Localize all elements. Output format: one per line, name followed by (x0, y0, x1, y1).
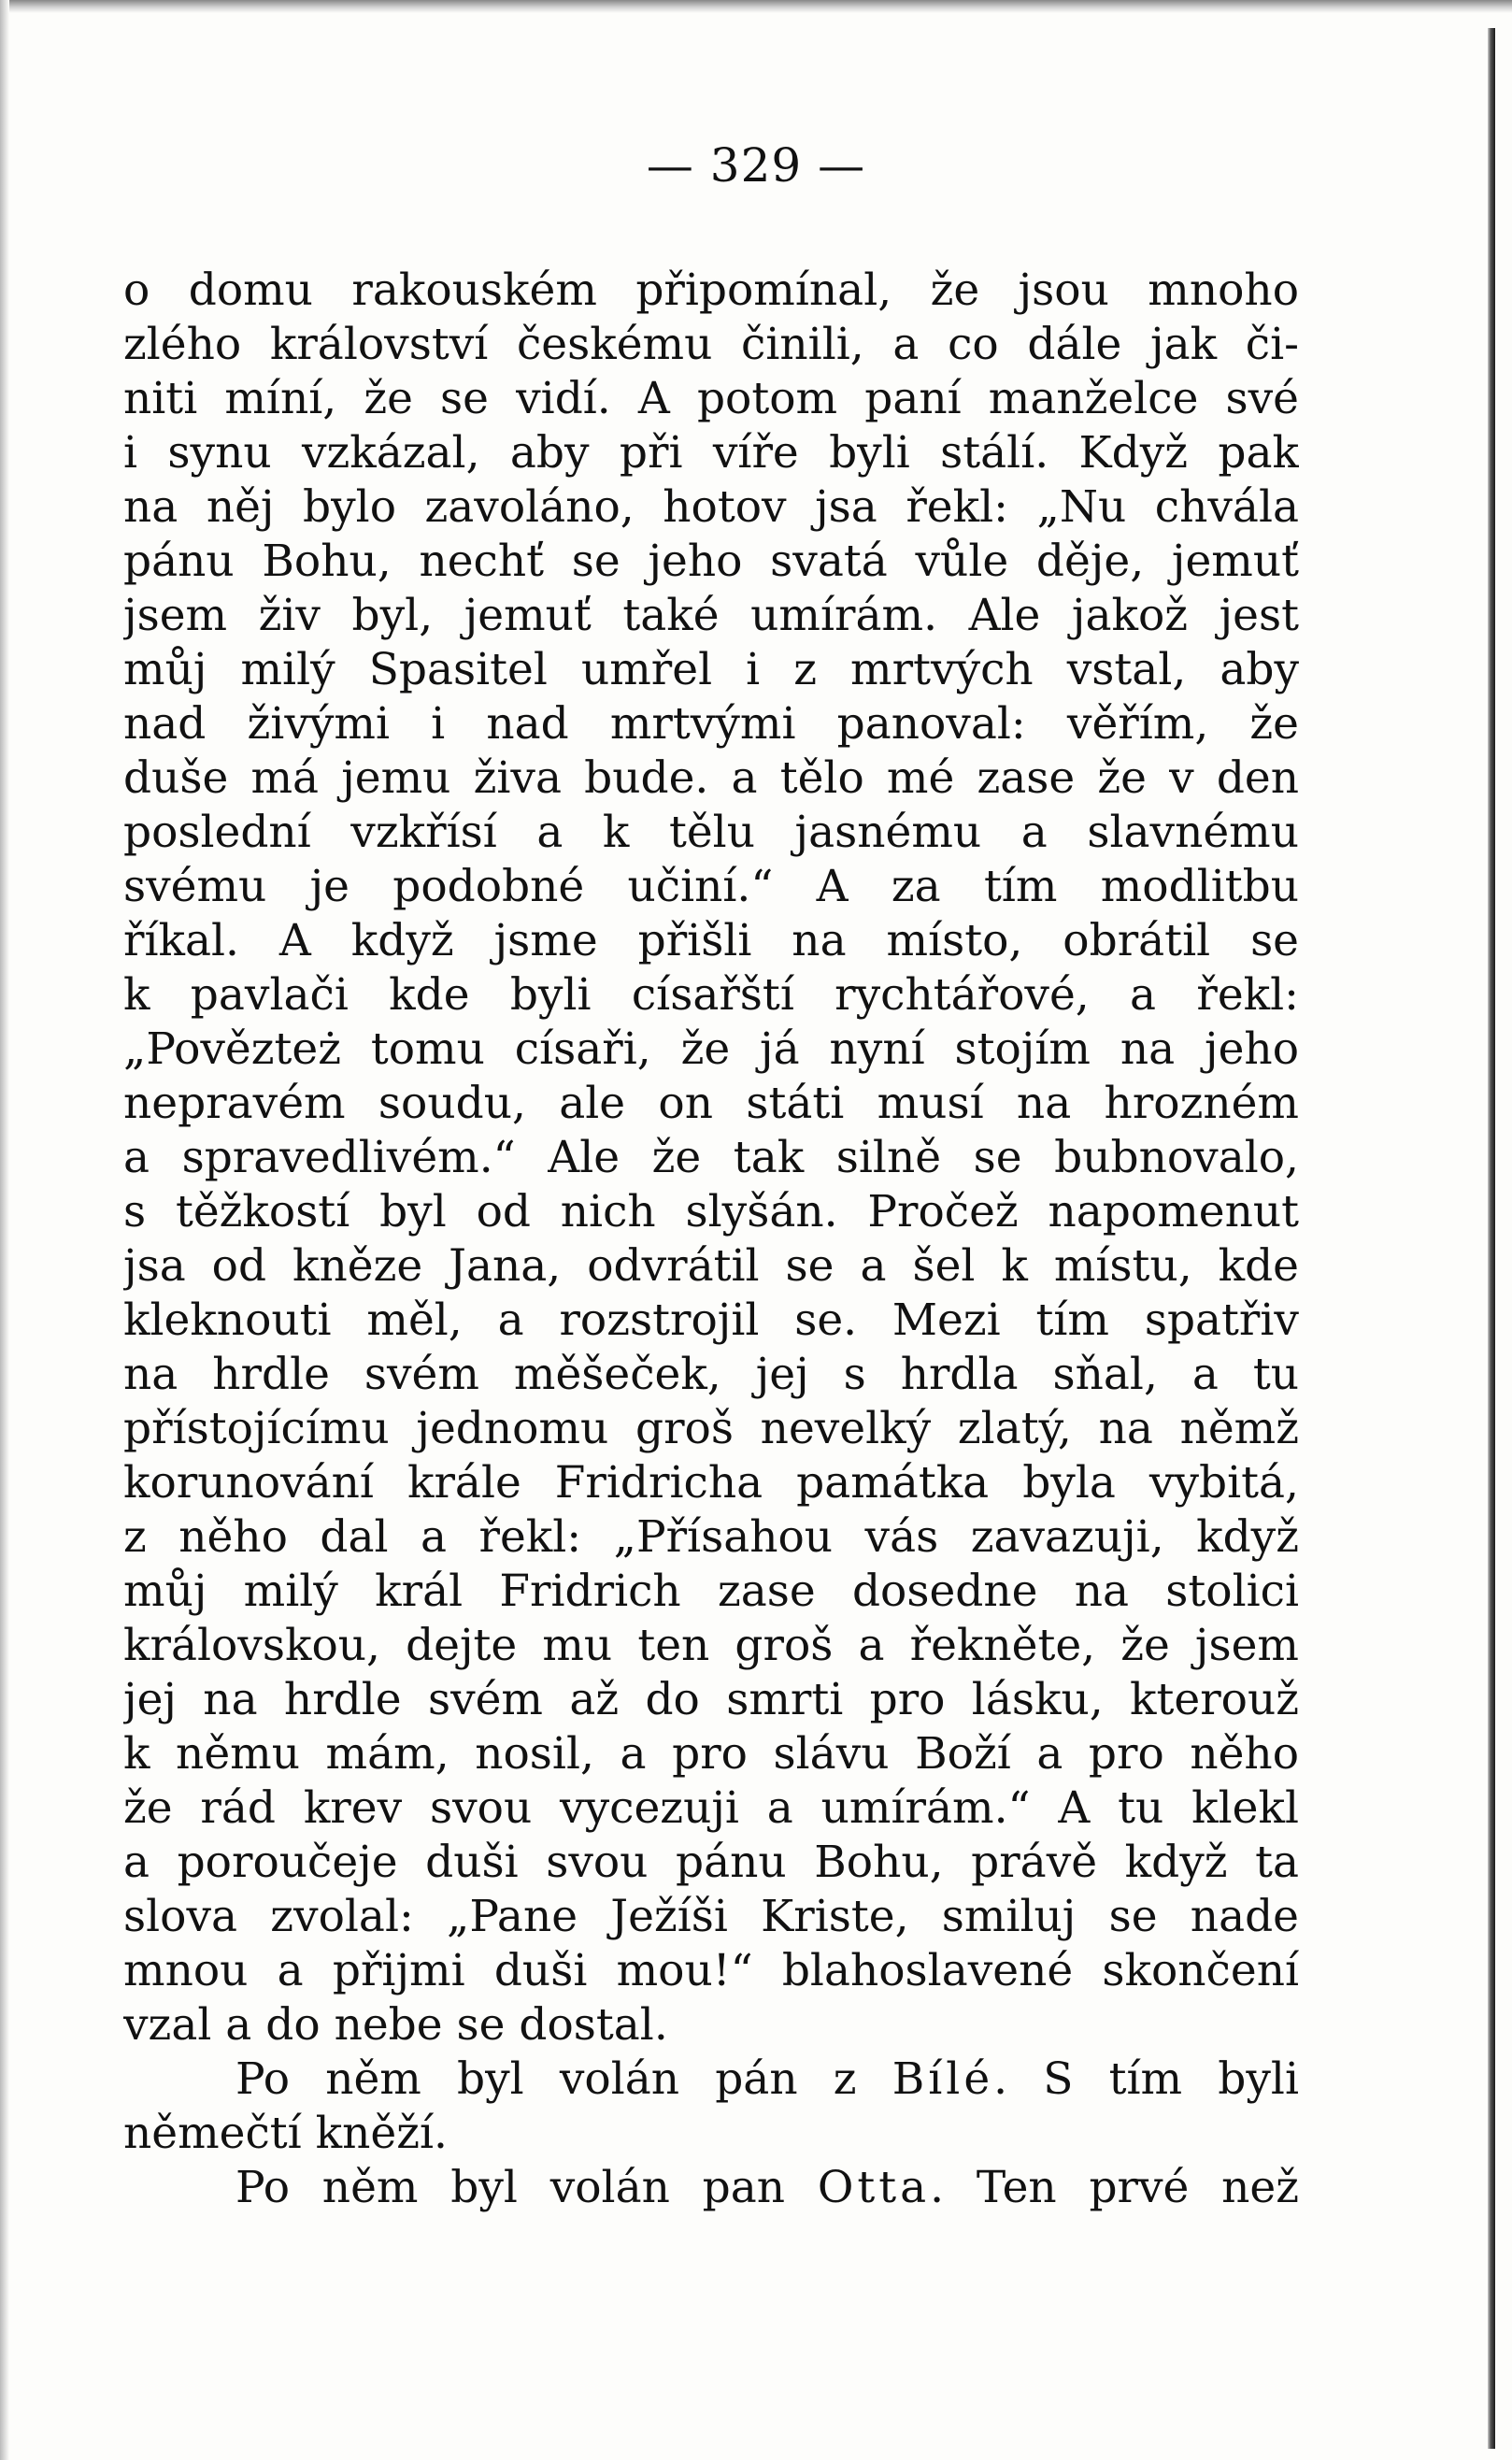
text-line: říkal. A když jsme přišli na místo, obrátil se (123, 915, 1299, 966)
text-fragment: . S tím byli (993, 2053, 1299, 2105)
text-line: že rád krev svou vycezuji a umírám.“ A tu klekl (123, 1782, 1299, 1834)
text-line: poslední vzkřísí a k tělu jasnému a slavnému (123, 807, 1299, 858)
page-number: — 329 — (646, 138, 866, 193)
text-line: a spravedlivém.“ Ale že tak silně se bubnovalo, (123, 1132, 1299, 1183)
text-line: přístojícímu jednomu groš nevelký zlatý, na němž (123, 1403, 1299, 1454)
text-line: vzal a do nebe se dostal. (123, 1999, 668, 2051)
text-line: o domu rakouském připomínal, že jsou mnoho (123, 265, 1299, 316)
text-line: královskou, dejte mu ten groš a řekněte, že jsem (123, 1620, 1299, 1671)
page-left-edge (0, 0, 9, 2460)
paragraph-otta-line-1 (123, 2161, 1299, 2215)
body-text (123, 264, 1299, 2215)
text-line: k němu mám, nosil, a pro slávu Boží a pro něho (123, 1728, 1299, 1780)
page-right-edge (1488, 28, 1495, 2449)
text-line: k pavlači kde byli císařští rychtářové, a řekl: (123, 969, 1299, 1021)
spaced-name: Otta (817, 2162, 931, 2213)
text-line: z něho dal a řekl: „Přísahou vás zavazuji, když (123, 1511, 1299, 1563)
text-line: jsa od kněze Jana, odvrátil se a šel k místu, kde (123, 1240, 1299, 1292)
text-line: nepravém soudu, ale on státi musí na hrozném (123, 1078, 1299, 1129)
text-line: jsem živ byl, jemuť také umírám. Ale jakož jest (123, 590, 1299, 641)
text-line: korunování krále Fridricha památka byla vybitá, (123, 1457, 1299, 1509)
text-line: kleknouti měl, a rozstrojil se. Mezi tím spatřiv (123, 1294, 1299, 1346)
text-fragment: Po něm byl volán pan (235, 2162, 818, 2213)
text-line: „Povězteż tomu císaři, že já nyní stojím na jeho (123, 1023, 1299, 1075)
text-line: jej na hrdle svém až do smrti pro lásku, kterouž (123, 1674, 1299, 1725)
spaced-name: Bílé (892, 2053, 994, 2105)
paragraph-bile-line-2: němečtí kněží. (123, 2108, 448, 2159)
text-line: pánu Bohu, nechť se jeho svatá vůle děje, jemuť (123, 536, 1299, 587)
text-line: niti míní, že se vidí. A potom paní manželce své (123, 373, 1299, 424)
text-line: svému je podobné učiní.“ A za tím modlitbu (123, 861, 1299, 912)
text-line: slova zvolal: „Pane Ježíši Kriste, smiluj se nade (123, 1891, 1299, 1942)
text-line: a poroučeje duši svou pánu Bohu, právě když ta (123, 1837, 1299, 1888)
text-line: na hrdle svém měšeček, jej s hrdla sňal, a tu (123, 1349, 1299, 1400)
text-fragment: Po něm byl volán pán z (235, 2053, 892, 2105)
text-line: můj milý král Fridrich zase dosedne na stolici (123, 1566, 1299, 1617)
text-line: na něj bylo zavoláno, hotov jsa řekl: „Nu chvála (123, 481, 1299, 533)
page-top-edge (0, 0, 1512, 13)
text-line: můj milý Spasitel umřel i z mrtvých vstal, aby (123, 644, 1299, 695)
text-line: s těžkostí byl od nich slyšán. Pročež napomenut (123, 1186, 1299, 1237)
text-line: duše má jemu živa bude. a tělo mé zase že v den (123, 752, 1299, 804)
text-fragment: . Ten prvé než (930, 2162, 1299, 2213)
text-line: zlého království českému činili, a co dále jak či- (123, 319, 1299, 370)
paragraph-bile-line-1 (123, 2052, 1299, 2107)
text-line: mnou a přijmi duši mou!“ blahoslavené skončení (123, 1945, 1299, 1996)
text-line: nad živými i nad mrtvými panoval: věřím, že (123, 698, 1299, 750)
text-line: i synu vzkázal, aby při víře byli stálí. Když pak (123, 427, 1299, 479)
